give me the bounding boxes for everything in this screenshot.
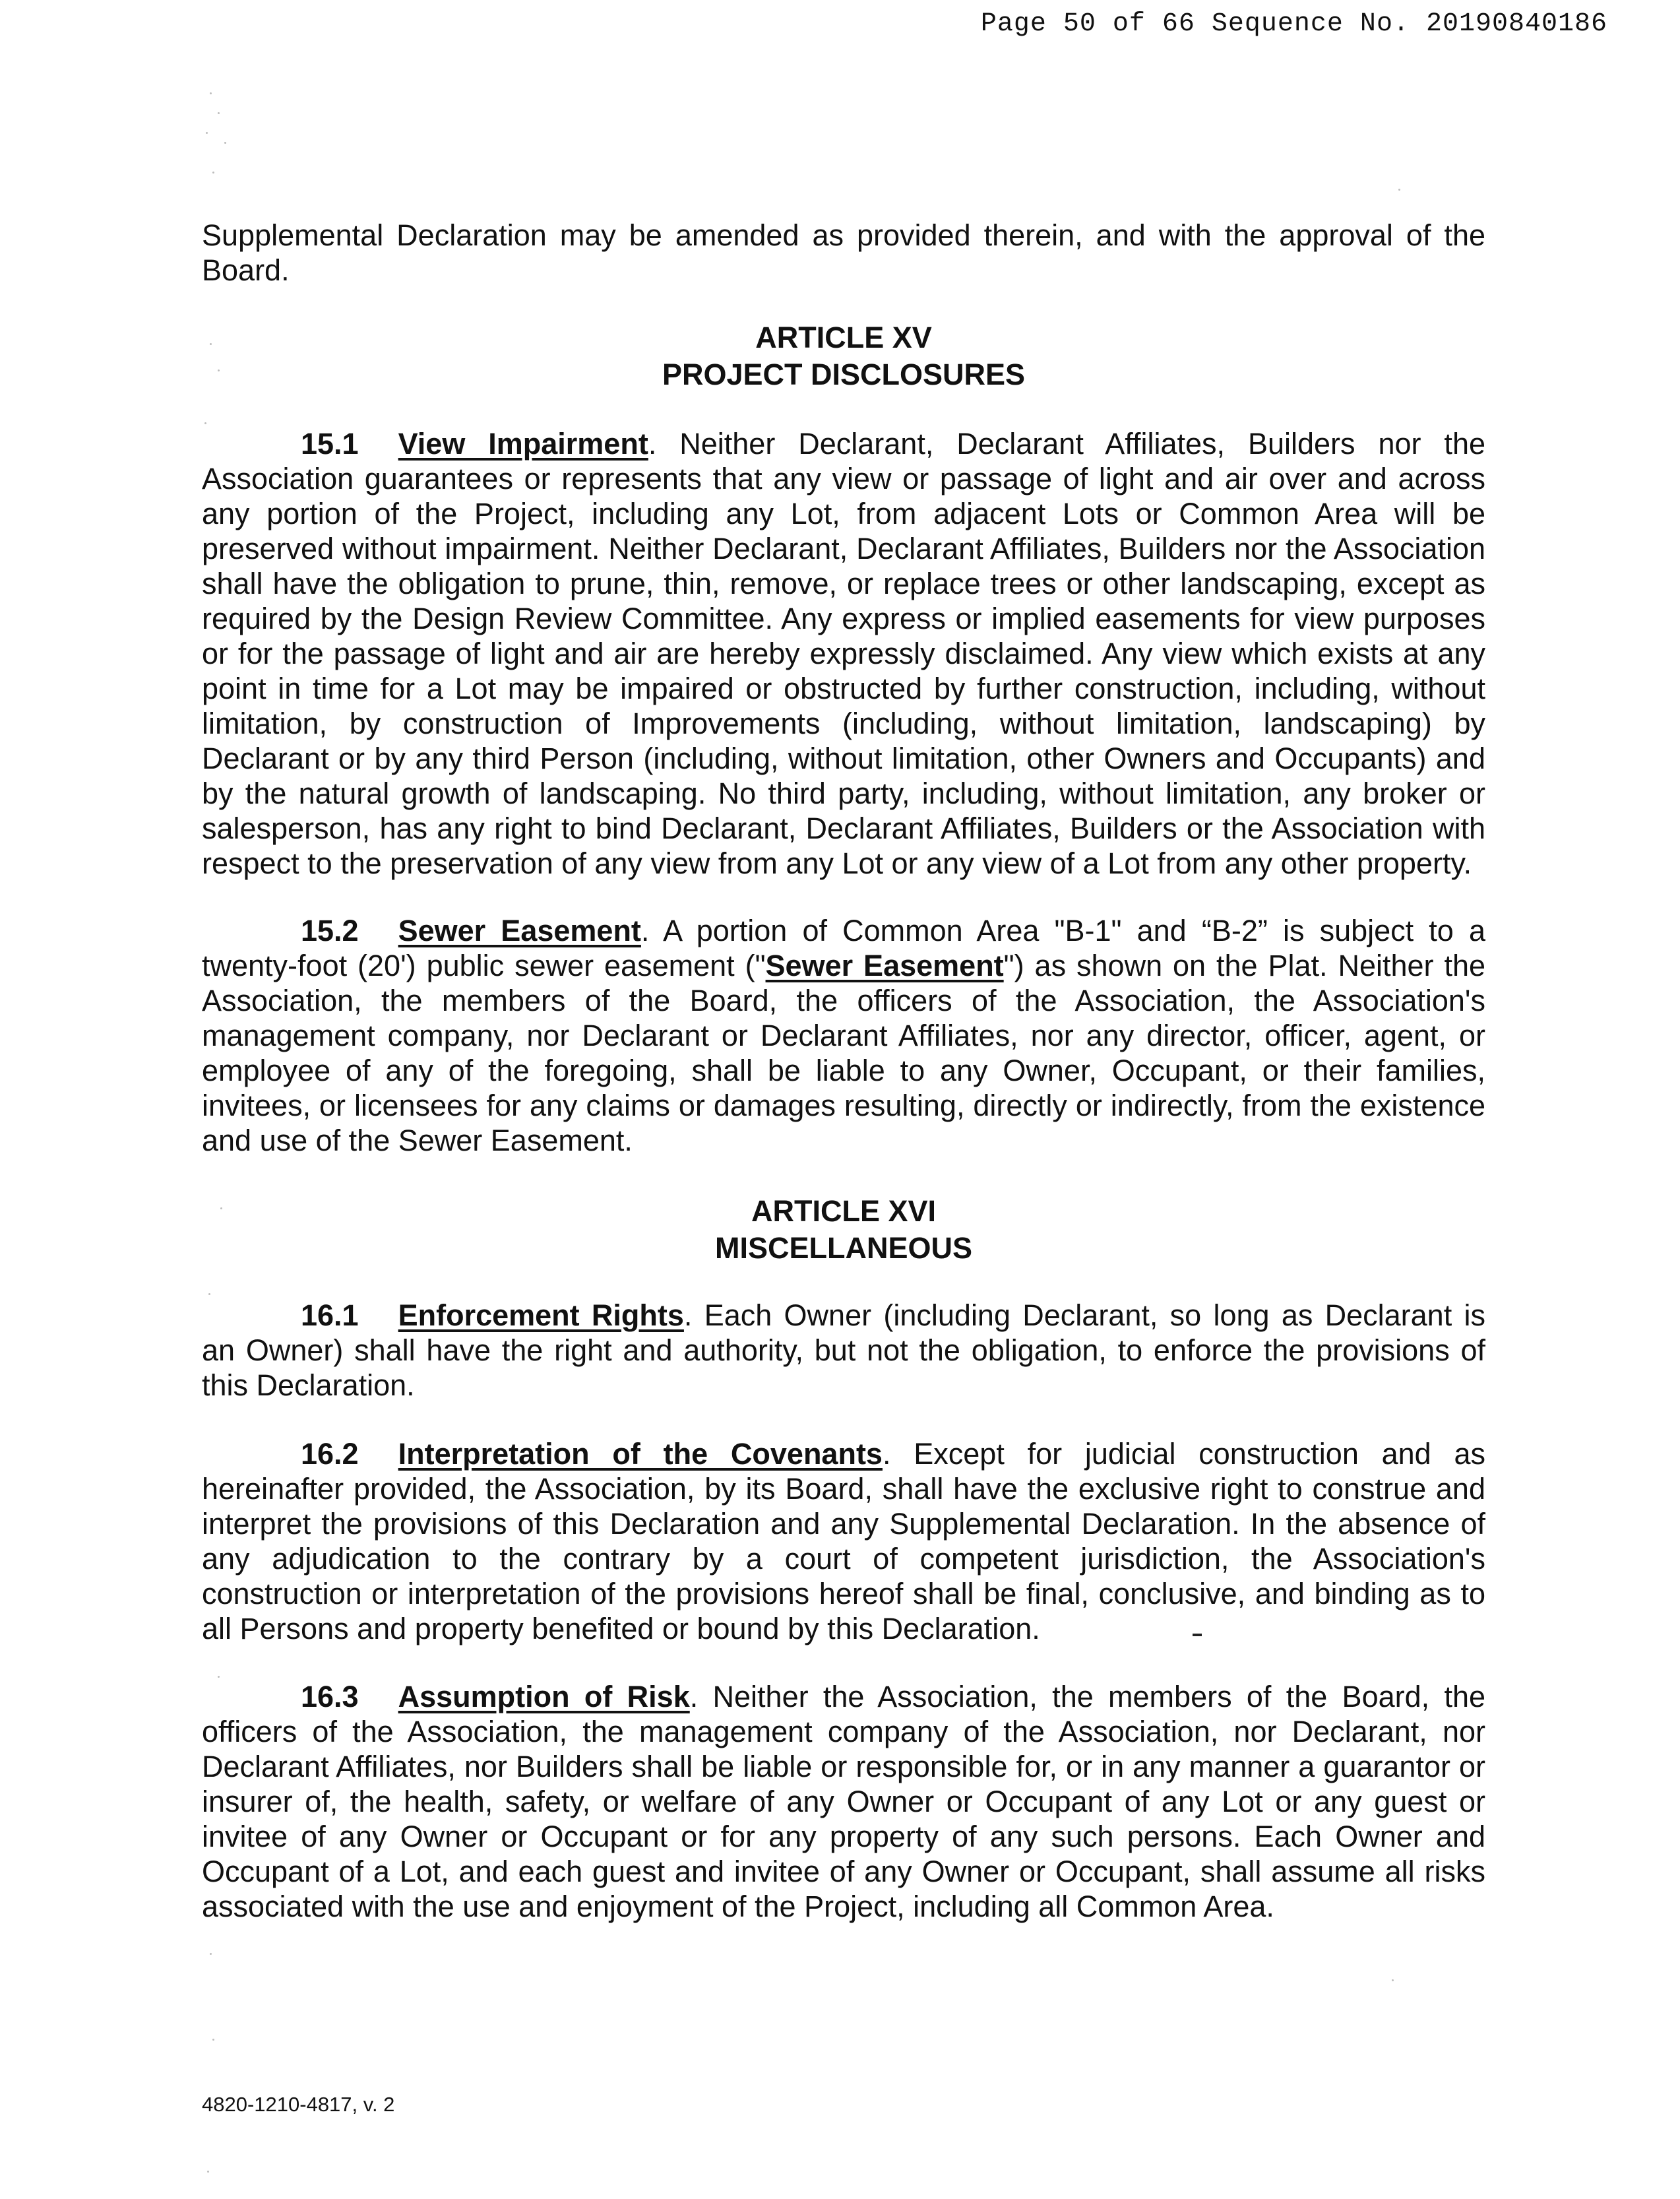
section-number: 16.2 (301, 1437, 359, 1471)
section-title: View Impairment (398, 427, 648, 461)
section-15-1 (202, 426, 1485, 881)
section-15-2 (202, 913, 1485, 1158)
section-text-after: ") as shown on the Plat. Neither the Association, the members of the Board, the officers of the Association, the Association's management company, nor Declarant or Declarant Affiliates, nor any director, officer, agent, or employee of any of the foregoing, shall be liable to any Owner, Occupant, or their families, invitees, or licensees for any claims or damages resulting, directly or indirectly, from the existence and use of the Sewer Easement. (202, 949, 1485, 1157)
article-16-number: ARTICLE XVI (751, 1194, 937, 1228)
article-16-title: MISCELLANEOUS (714, 1231, 972, 1265)
page-sequence-header: Page 50 of 66 Sequence No. 20190840186 (980, 9, 1607, 39)
section-16-2 (202, 1436, 1485, 1646)
section-number: 16.3 (301, 1680, 359, 1713)
section-16-3 (202, 1679, 1485, 1924)
section-title: Assumption of Risk (398, 1680, 690, 1713)
article-15-title: PROJECT DISCLOSURES (662, 358, 1026, 391)
article-15-number: ARTICLE XV (755, 321, 932, 354)
intro-text: Supplemental Declaration may be amended as provided therein, and with the approval of the Board. (202, 218, 1485, 287)
section-title: Interpretation of the Covenants (398, 1437, 883, 1471)
defined-term: Sewer Easement (765, 949, 1004, 982)
section-number: 16.1 (301, 1298, 359, 1332)
section-text: . Neither the Association, the members of the Board, the officers of the Association, the management company of the Association, nor Declarant, nor Declarant Affiliates, nor Builders shall be liable or responsible for, or in any manner a guarantor or insurer of, the health, safety, or welfare of any Owner or Occupant of any Lot or any guest or invitee of any Owner or Occupant or for any property of any such persons. Each Owner and Occupant of a Lot, and each guest and invitee of any Owner or Occupant, shall assume all risks associated with the use and enjoyment of the Project, including all Common Area. (202, 1680, 1485, 1923)
article-15-heading (202, 319, 1485, 393)
section-title: Enforcement Rights (398, 1298, 684, 1332)
stray-mark (1193, 1634, 1202, 1636)
section-text: . Each Owner (including Declarant, so long as Declarant is an Owner) shall have the right and authority, but not the obligation, to enforce the provisions of this Declaration. (202, 1298, 1485, 1402)
section-text-before: . A portion of Common Area "B-1" and “B-2” is subject to a twenty-foot (20') public sewer easement (" (202, 914, 1485, 982)
section-number: 15.1 (301, 427, 359, 461)
section-text: . Neither Declarant, Declarant Affiliates, Builders nor the Association guarantees or represents that any view or passage of light and air over and across any portion of the Project, including any Lot, from adjacent Lots or Common Area will be preserved without impairment. Neither Declarant, Declarant Affiliates, Builders nor the Association shall have the obligation to prune, thin, remove, or replace trees or other landscaping, except as required by the Design Review Committee. Any express or implied easements for view purposes or for the passage of light and air are hereby expressly disclaimed. Any view which exists at any point in time for a Lot may be impaired or obstructed by further construction, including, without limitation, by construction of Improvements (including, without limitation, landscaping) by Declarant or by any third Person (including, without limitation, other Owners and Occupants) and by the natural growth of landscaping. No third party, including, without limitation, any broker or salesperson, has any right to bind Declarant, Declarant Affiliates, Builders or the Association with respect to the preservation of any view from any Lot or any view of a Lot from any other property. (202, 427, 1485, 880)
document-id-footer: 4820-1210-4817, v. 2 (202, 2093, 395, 2116)
section-text: . Except for judicial construction and as hereinafter provided, the Association, by its Board, shall have the exclusive right to construe and interpret the provisions of this Declaration and any Supplemental Declaration. In the absence of any adjudication to the contrary by a court of competent jurisdiction, the Association's construction or interpretation of the provisions hereof shall be final, conclusive, and binding as to all Persons and property benefited or bound by this Declaration. (202, 1437, 1485, 1645)
article-16-heading (202, 1193, 1485, 1267)
section-16-1 (202, 1298, 1485, 1403)
section-title: Sewer Easement (398, 914, 641, 947)
intro-paragraph (202, 218, 1485, 288)
section-number: 15.2 (301, 914, 359, 947)
